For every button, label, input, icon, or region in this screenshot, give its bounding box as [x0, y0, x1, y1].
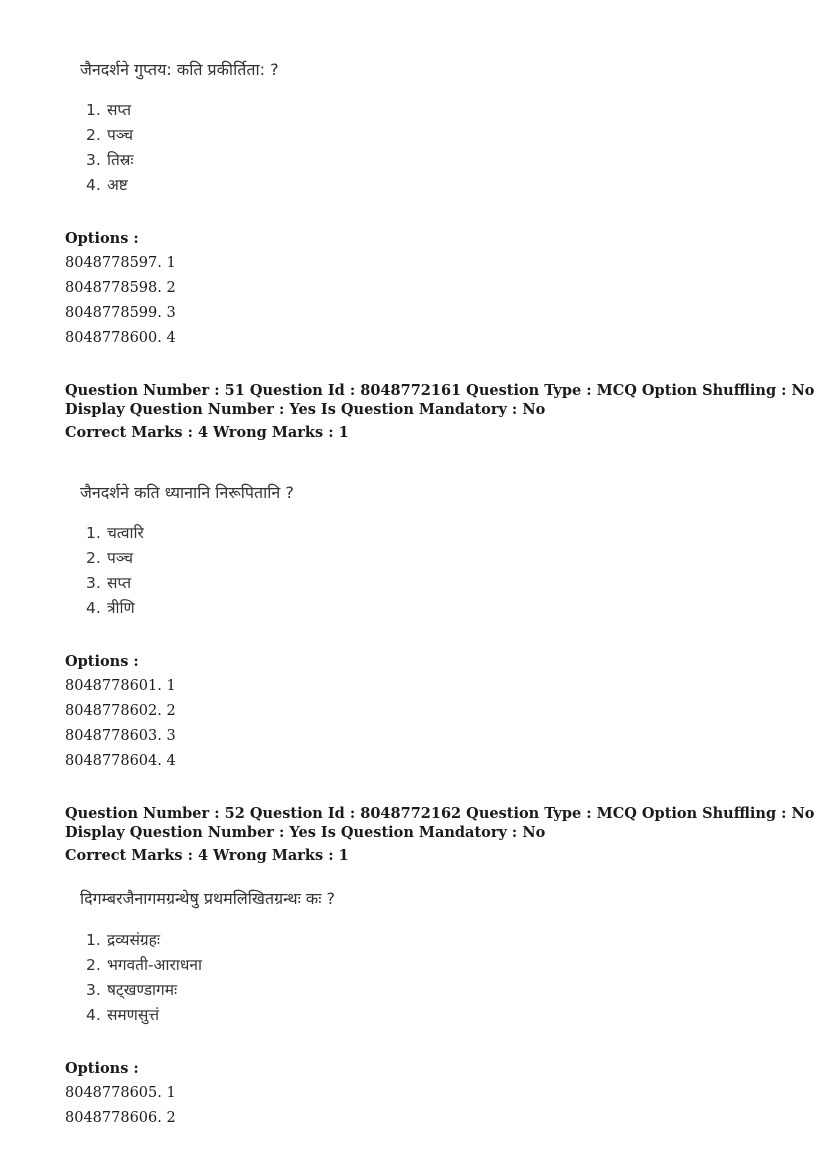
answer-choice: 2. पञ्च	[86, 126, 134, 144]
option-id-row: 8048778606. 2	[65, 1110, 176, 1126]
question-marks-line: Correct Marks : 4 Wrong Marks : 1	[65, 847, 349, 864]
question-meta-line: Question Number : 51 Question Id : 8048772161 Question Type : MCQ Option Shuffling : No	[65, 382, 815, 399]
answer-choice: 1. द्रव्यसंग्रहः	[86, 931, 161, 949]
answer-choice: 4. समणसुत्तं	[86, 1006, 160, 1024]
answer-choice: 1. चत्वारि	[86, 524, 144, 542]
question-text: जैनदर्शने कति ध्यानानि निरूपितानि ?	[80, 483, 294, 502]
answer-choice: 4. अष्ट	[86, 176, 128, 194]
answer-choice: 2. भगवती-आराधना	[86, 956, 202, 974]
options-heading: Options :	[65, 230, 139, 247]
answer-choice: 4. त्रीणि	[86, 599, 135, 617]
answer-choice: 2. पञ्च	[86, 549, 134, 567]
option-id-row: 8048778600. 4	[65, 330, 176, 346]
option-id-row: 8048778602. 2	[65, 703, 176, 719]
answer-choices	[86, 930, 202, 1030]
option-id-row: 8048778599. 3	[65, 305, 176, 321]
question-meta-line: Display Question Number : Yes Is Question Mandatory : No	[65, 401, 546, 418]
question-meta-line: Display Question Number : Yes Is Question Mandatory : No	[65, 824, 546, 841]
option-id-list	[65, 677, 176, 777]
answer-choice: 3. सप्त	[86, 574, 132, 592]
question-text: दिगम्बरजैनागमग्रन्थेषु प्रथमलिखितग्रन्थः कः ?	[80, 889, 336, 908]
option-id-row: 8048778605. 1	[65, 1085, 176, 1101]
option-id-list	[65, 1084, 176, 1134]
option-id-row: 8048778601. 1	[65, 678, 176, 694]
option-id-list	[65, 254, 176, 354]
answer-choice: 3. षट्खण्डागमः	[86, 981, 178, 999]
question-meta-line: Question Number : 52 Question Id : 8048772162 Question Type : MCQ Option Shuffling : No	[65, 805, 815, 822]
answer-choice: 3. तिस्रः	[86, 151, 134, 169]
option-id-row: 8048778598. 2	[65, 280, 176, 296]
options-heading: Options :	[65, 1060, 139, 1077]
options-heading: Options :	[65, 653, 139, 670]
question-marks-line: Correct Marks : 4 Wrong Marks : 1	[65, 424, 349, 441]
answer-choice: 1. सप्त	[86, 101, 132, 119]
option-id-row: 8048778604. 4	[65, 753, 176, 769]
answer-choices	[86, 523, 144, 623]
answer-choices	[86, 100, 134, 200]
option-id-row: 8048778603. 3	[65, 728, 176, 744]
question-text: जैनदर्शने गुप्तय: कति प्रकीर्तिता: ?	[80, 60, 279, 79]
option-id-row: 8048778597. 1	[65, 255, 176, 271]
